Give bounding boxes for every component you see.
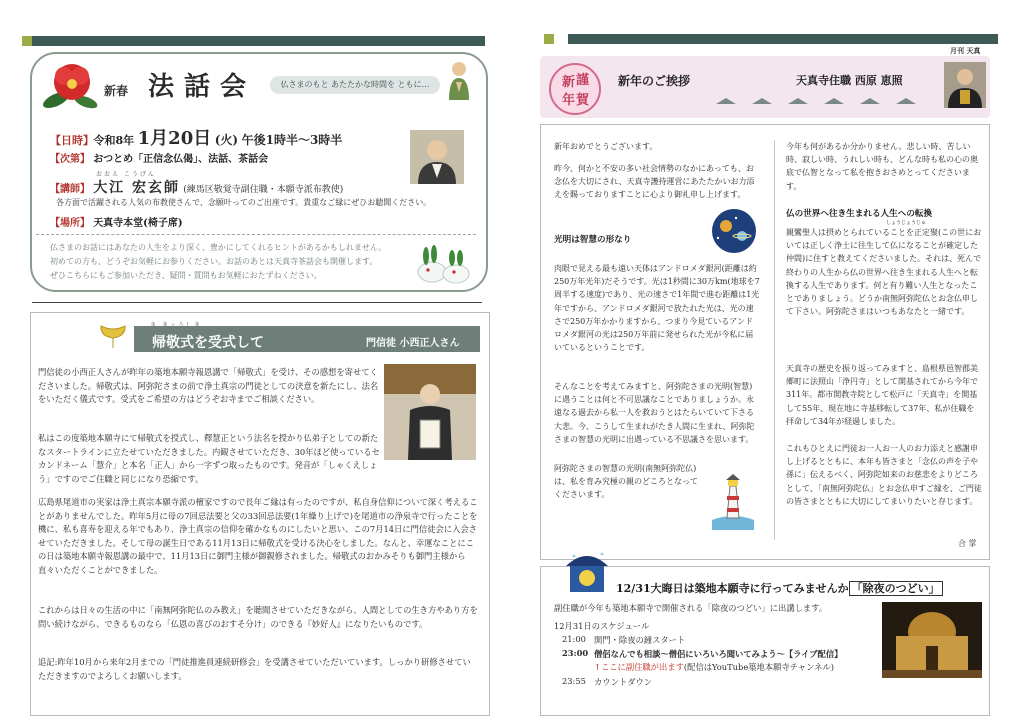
greeting-paragraph-3: そんなことを考えてみますと、阿弥陀さまの光明(智慧)に遇うことは何と不可思議なことでありましょうか。永遠なる過去から私一人を救おうとはたらいていて下さる大悲。今、こうして生まれがたき人間に生まれ、阿弥陀さまの智慧の光明に出遇っている不思議さを思います。 xyxy=(554,382,755,444)
event-title: 法話会 xyxy=(148,72,257,102)
ginkgo-leaf-icon xyxy=(98,322,128,350)
greeting-paragraph-2: 肉眼で見える最も遠い天体はアンドロメダ銀河(距離は約250万年光年)だそうです。光は1秒間に30万km(地球を7周半する速度)であり、光の速さで1年間で進む距離は1光年ですから、アンドロメダ銀河で放たれた光は、光の速さで250万年かかりますから、つまり今見ているアンドロメダ銀河の光は250万年前に発せられた光が今私に届いているということです。 xyxy=(554,264,760,353)
article-author: 門信徒 小西正人さん xyxy=(366,338,460,349)
lecturer-name: 大江 宏玄師 xyxy=(93,180,181,196)
left-top-bar xyxy=(30,36,485,46)
article-paragraph-5: 追記:昨年10月から来年2月までの「門徒推進員連続研修会」を受講させていただいています。しっかり研修させていただきますのでよろしくお願いします。 xyxy=(38,657,471,681)
schedule-item-1: 開門・除夜の鐘スタート xyxy=(594,635,686,645)
column-separator xyxy=(774,140,775,540)
event-tagline: 仏さまのもと あたたかな時間を ともに… xyxy=(270,76,440,94)
date-weekday: (火) xyxy=(214,133,239,147)
article-paragraph-3: 広島県尾道市の実家は浄土真宗本願寺派の檀家ですので長年ご縁は有ったのですが、私自身信仰について深く考えることがありませんでした。昨年5月に母の7回忌法要と父の33回忌法要(1年繰り上げで)を尾道市の浄泉寺で行ったことを機に、私も喜寿を迎える年でもあり、浄土真宗の信仰を確かなものにしたいと思い、この7月14日に門信徒会に入会させていただきました。そして母の誕生日である11月13日に帰敬式を受ける決心をしました。なんと、幸運なことにこの日は築地本願寺報恩講の最中で、11月13日に御門主様が御親修されました。帰敬式のおかみそりも御門主様から直々いただくことができました。 xyxy=(38,497,478,575)
lecturer-affiliation: (練馬区敬覚寺副住職・本願寺派布教使) xyxy=(183,185,344,195)
svg-text:賀: 賀 xyxy=(576,93,590,108)
date-label: 【日時】 xyxy=(50,134,94,147)
new-years-eve-title-event: 「除夜のつどい」 xyxy=(849,581,943,596)
event-title-small: 新春 xyxy=(104,84,129,98)
svg-text:謹: 謹 xyxy=(576,73,590,88)
priest-portrait xyxy=(944,62,986,108)
schedule-item-3: カウントダウン xyxy=(594,677,653,687)
event-message-3: ぜひこちらにもご参加いただき、疑問・質問もお気軽におたずねください。 xyxy=(50,271,322,280)
greeting-paragraph-6: 親鸞聖人は摂めとられていることを正定聚(この世においては正しく浄土に往生して仏になることが確定した仲間)に住すと教えてくださいました。それは、死んで終わりの人生から仏の世界へ往き生まれる人生へと転換する人生であります。何と有り難い人生となったことでありましょう。どうか南無阿弥陀仏とお念仏申して下さい。阿弥陀さまはいつもあなたと一緒です。 xyxy=(786,228,982,317)
svg-text:年: 年 xyxy=(562,93,576,108)
article-paragraph-4: これからは日々の生活の中に「南無阿弥陀仏のみ教え」を聴聞させていただきながら、人間としての生き方やあり方を問い続けながら、できるものなら「仏恩の喜びのおすそ分け」のできる『妙好人』になりたいものです。 xyxy=(38,605,478,629)
cranes-decoration-icon xyxy=(712,96,942,106)
article-photo xyxy=(384,364,476,460)
place-value: 天真寺本堂(椅子席) xyxy=(93,218,183,229)
greeting-paragraph-4: 阿弥陀さまの智慧の光明(南無阿弥陀仏)は、私を育み究極の親のどころとなってくださいます。 xyxy=(554,464,698,500)
article-paragraph-2: 私はこの度築地本願寺にて帰敬式を授式し、釋慧正という法名を授かり仏弟子としての新たなスタートラインに立たせていただきました。内観させていただき、30年ほど使っているセカンドネーム「慧介」と本名「正人」から一字ずつ取ったものです。発音が「しゃくえしょう」ですのでご住職と同じになり恐縮です。 xyxy=(38,433,380,484)
schedule-time-1: 21:00 xyxy=(562,634,586,644)
order-label: 【次第】 xyxy=(50,154,90,165)
new-year-seal-icon xyxy=(548,62,602,116)
schedule-heading: 12月31日のスケジュール xyxy=(554,621,650,631)
greeting-header xyxy=(540,56,990,118)
event-message-1: 仏さまのお話にはあなたの人生をより深く、豊かにしてくれるヒントがあるかもしれません。 xyxy=(50,243,387,252)
greeting-author: 天真寺住職 西原 恵照 xyxy=(796,74,903,87)
snow-rabbit-icon xyxy=(414,240,472,286)
schedule-note-text: (配信はYouTube築地本願寺チャンネル) xyxy=(683,662,834,672)
greeting-line-1: 新年おめでとうございます。 xyxy=(554,142,658,151)
left-top-square xyxy=(22,36,32,46)
lighthouse-icon xyxy=(708,472,758,530)
planets-icon xyxy=(706,208,762,254)
praying-monk-icon xyxy=(446,60,472,100)
date-year: 令和8年 xyxy=(93,134,135,147)
schedule-time-2: 23:00 xyxy=(562,648,589,658)
svg-text:新: 新 xyxy=(562,75,576,90)
masthead: 月刊 天真 xyxy=(950,46,981,55)
date-time: 午後1時半〜3時半 xyxy=(241,133,343,147)
schedule-item-2: 僧侶なんでも相談〜僧侶にいろいろ聞いてみよう〜【ライブ配信】 xyxy=(594,649,843,659)
right-top-bar xyxy=(568,34,998,44)
right-top-square xyxy=(544,34,554,44)
event-place-row xyxy=(50,214,183,229)
new-years-eve-title-main: 12/31大晦日は築地本願寺に行ってみませんか xyxy=(616,582,849,595)
left-divider xyxy=(32,302,482,303)
event-lecturer-row xyxy=(50,177,343,197)
schedule-note-highlight: ↑ここに副住職が出ます xyxy=(594,662,684,672)
event-message-2: 初めての方も、どうぞお気軽にお参りください。お話のあとは天真寺茶話会も開催します。 xyxy=(50,257,378,266)
gassho-signoff: 合 掌 xyxy=(958,539,977,548)
lecturer-ruby: おおえ こうげん xyxy=(96,171,156,178)
date-month-day: 1月20日 xyxy=(137,128,212,149)
place-label: 【場所】 xyxy=(50,218,90,229)
tsukiji-hongwanji-photo xyxy=(882,602,982,678)
section-heading-transformation: 仏の世界へ往き生まれる人生への転換 xyxy=(786,209,933,219)
camellia-flower-icon xyxy=(42,58,100,112)
lecturer-label: 【講師】 xyxy=(50,184,90,195)
greeting-paragraph-7: 天真寺の歴史を振り返ってみますと、島根県邑智郡美郷町に法照山「浄円寺」として開基されてから今年で311年。都市開教寺院として松戸に「天真寺」を開基して55年、現在地に寺基移転して37年、私が住職を拝命して34年が経過しました。 xyxy=(786,364,978,426)
lecturer-note: 各方面で活躍される人気の布教使さんで、念願叶ってのご出座です。貴重なご縁にぜひお聴聞ください。 xyxy=(56,198,432,207)
lecturer-portrait xyxy=(410,130,464,184)
section-heading-light: 光明は智慧の形なり xyxy=(554,235,632,245)
heading-ruby: しょうじょうじゅ xyxy=(886,220,927,226)
order-value: おつとめ「正信念仏偈」、法話、茶話会 xyxy=(93,154,269,165)
greeting-paragraph-8: これもひとえに門徒お一人お一人のお力添えと感謝申し上げるとともに、本年も皆さまと「念仏の声を子や孫に」伝えるべく、阿弥陀如来のお慈悲をよりどころとして、「南無阿弥陀仏」とお念仏申すご縁を、ご門徒の皆さまとともに大切にしてまいりたいと存じます。 xyxy=(786,444,982,506)
article-title: 帰敬式を受式して xyxy=(152,335,264,351)
article-paragraph-1: 門信徒の小西正人さんが昨年の築地本願寺報恩講で「帰敬式」を受け、その感想を寄せてくださいました。帰敬式は、阿弥陀さまの前で浄土真宗の門徒としての決意を新たにし、法名をいただく儀式です。受式をご希望の方はどうぞお寺までご相談ください。 xyxy=(38,367,379,404)
new-years-eve-title xyxy=(616,580,943,596)
event-date-row xyxy=(50,124,342,150)
greeting-title: 新年のご挨拶 xyxy=(618,74,691,88)
event-order-row xyxy=(50,150,268,165)
greeting-paragraph-1: 昨今、何かと不安の多い社会情勢のなかにあっても、お念仏を大切にされ、天真寺護持運営にあたたかいお力添えを賜っておりますことに心より御礼申し上げます。 xyxy=(554,164,755,200)
schedule-note xyxy=(594,661,834,673)
schedule-time-3: 23:55 xyxy=(562,676,586,686)
greeting-paragraph-5: 今年も何があるか分かりません。悲しい時、苦しい時、寂しい時、うれしい時も、どんな時も私の心の奥底で仏智となって私を抱きおさめとってくださいます。 xyxy=(786,142,978,191)
temple-bell-icon xyxy=(560,548,614,596)
new-years-eve-intro: 副住職が今年も築地本願寺で開催される「除夜のつどい」に出講します。 xyxy=(554,603,828,613)
